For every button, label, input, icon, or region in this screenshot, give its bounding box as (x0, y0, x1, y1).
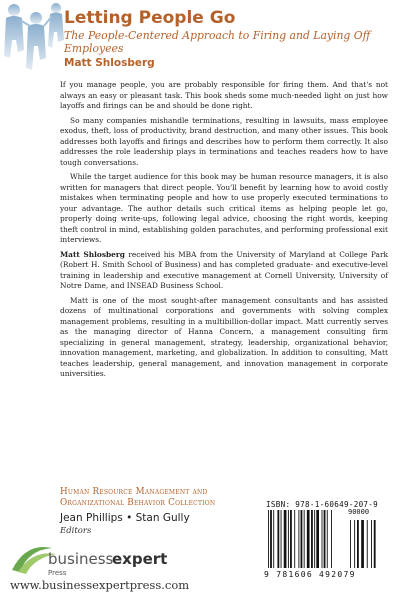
logo-word-expert: expert (112, 550, 168, 568)
author-bio-text: received his MBA from the University of Maryland at College Park (Robert H. Smith School of Business) and has completed graduate- and executive-level training in leadership and executive management at Cornell University, University of Notre Dame, and INSEAD Business School. (60, 249, 388, 290)
description-body (60, 80, 388, 384)
collection-line-1: Human Resource Management and (60, 487, 208, 497)
editors-label: Editors (60, 526, 92, 536)
paragraph-author-career: Matt is one of the most sought-after management consultants and has assisted dozens of multinational corporations and governments with solving complex management problems, resulting in a multibillion-dollar impact. Matt currently serves as the managing director of Hanna Concern, a management consulting firm specializing in general management, strategy, leadership, organizational behavior, innovation management, marketing, and globalization. In addition to consulting, Matt teaches leadership, general management, and innovation management in corporate universities. (60, 295, 388, 378)
editors-names: Jean Phillips • Stan Gully (60, 512, 190, 524)
logo-word-press: Press (48, 569, 67, 577)
author-name-bold: Matt Shlosberg (60, 249, 125, 259)
business-expert-press-logo (8, 540, 178, 578)
paragraph-intro: If you manage people, you are probably responsible for firing them. And that's not always an easy or pleasant task. This book sheds some much-needed light on just how layoffs and firings can be and should be done right. (60, 80, 388, 110)
paragraph-problems: So many companies mishandle terminations, resulting in lawsuits, mass employee exodus, theft, loss of productivity, brand destruction, and many other issues. This book addresses both layoffs and firings and describes how to perform them correctly. It also addresses the role leadership plays in terminations and teaches readers how to have tough conversations. (60, 115, 388, 167)
isbn-barcode (262, 498, 390, 580)
publisher-website[interactable]: www.businessexpertpress.com (10, 578, 190, 592)
barcode-bars-icon (262, 498, 390, 580)
isbn-text: ISBN: 978-1-60649-207-9 (266, 500, 379, 509)
paragraph-author-bio (60, 250, 388, 292)
barcode-number: 9 781606 492079 (264, 570, 356, 579)
book-author: Matt Shlosberg (64, 57, 155, 69)
paragraph-audience: While the target audience for this book may be human resource managers, it is also written for managers that direct people. You'll benefit by learning how to avoid costly mistakes when terminating people and how to use properly executed terminations to your advantage. The author details such critical items as helping people let go, properly doing write-ups, following legal advice, choosing the right words, keeping theft control in mind, establishing golden parachutes, and performing professional exit interviews. (60, 172, 388, 244)
book-header (64, 8, 392, 69)
price-code: 90000 (348, 508, 370, 516)
collection-line-2: Organizational Behavior Collection (60, 498, 216, 508)
book-title: Letting People Go (64, 8, 236, 28)
book-subtitle: The People-Centered Approach to Firing and Laying Off Employees (64, 29, 371, 55)
logo-word-business: business (48, 550, 114, 568)
